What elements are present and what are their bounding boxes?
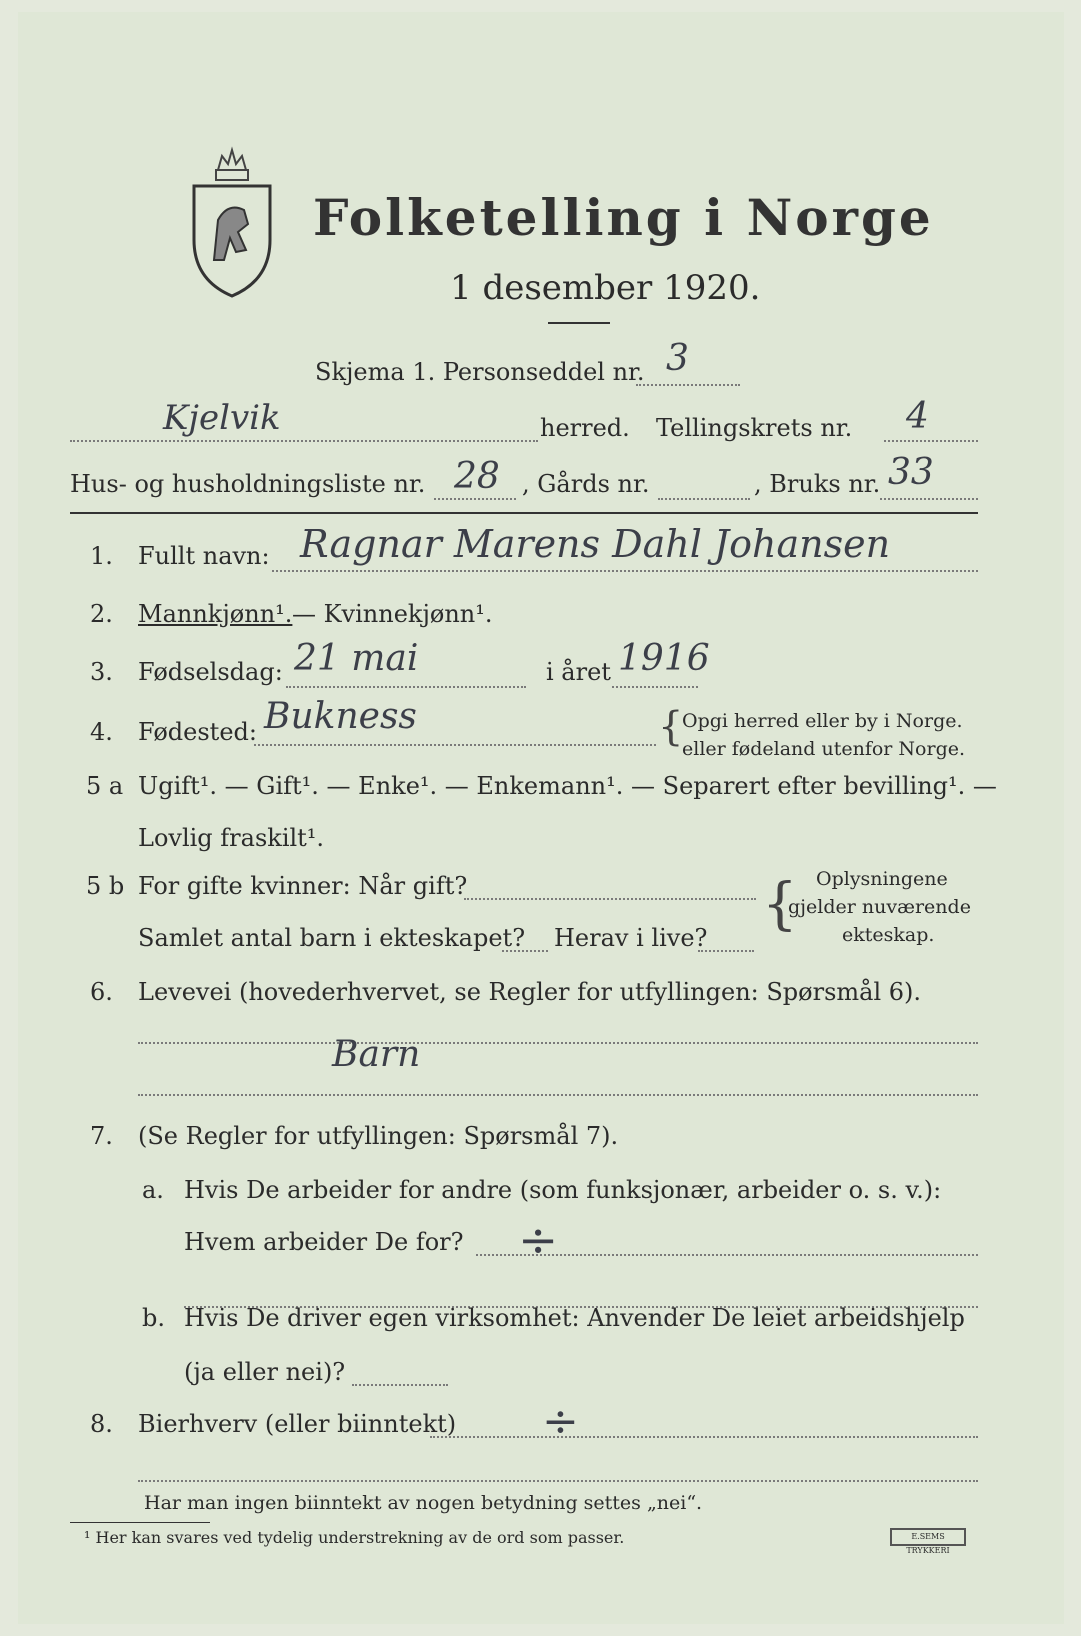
q8-label: Bierhverv (eller biinntekt) (138, 1410, 457, 1438)
hus-value: 28 (454, 456, 500, 497)
q7b-number: b. (142, 1304, 165, 1332)
census-form-page (18, 12, 1064, 1624)
q7b-line-2: (ja eller nei)? (184, 1358, 346, 1386)
q3-year-line (612, 686, 698, 688)
q3-year-label: i året (546, 658, 611, 686)
q7a-value: ÷ (518, 1212, 559, 1268)
q1-line (272, 570, 978, 572)
q3-number: 3. (90, 658, 113, 686)
hus-line (434, 498, 516, 500)
q5b-line-1: For gifte kvinner: Når gift? (138, 872, 468, 900)
q2-mann: Mannkjønn¹. (138, 600, 293, 628)
q2-kvinne: — Kvinnekjønn¹. (292, 600, 493, 628)
printer-stamp (890, 1528, 966, 1555)
q5b-note-2: gjelder nuværende (788, 896, 971, 918)
tellingskrets-label: Tellingskrets nr. (656, 414, 853, 442)
hus-label: Hus- og husholdningsliste nr. (70, 470, 426, 498)
skjema-number: 3 (666, 338, 689, 379)
skjema-label: Skjema 1. Personseddel nr. (315, 358, 645, 386)
q5a-line-2: Lovlig fraskilt¹. (138, 824, 325, 852)
q5b-note-1: Oplysningene (816, 868, 948, 890)
q5b-gift-line (464, 898, 756, 900)
q3-line (286, 686, 526, 688)
q4-brace: { (658, 704, 684, 750)
q5a-line-1: Ugift¹. — Gift¹. — Enke¹. — Enkemann¹. — Separert efter bevilling¹. — (138, 772, 997, 800)
q6-label: Levevei (hovederhvervet, se Regler for utfyllingen: Spørsmål 6). (138, 978, 922, 1006)
q7a-line-1: Hvis De arbeider for andre (som funksjonær, arbeider o. s. v.): (184, 1176, 942, 1204)
census-date: 1 desember 1920. (450, 268, 761, 308)
bruks-label: , Bruks nr. (754, 470, 881, 498)
q4-value: Bukness (264, 696, 417, 737)
q5b-note-3: ekteskap. (842, 924, 935, 946)
q2-number: 2. (90, 600, 113, 628)
q3-year: 1916 (618, 638, 710, 679)
q4-note-2: eller fødeland utenfor Norge. (682, 738, 966, 760)
q6-value: Barn (332, 1034, 421, 1075)
header-rule (70, 512, 978, 514)
q1-label: Fullt navn: (138, 542, 270, 570)
herred-value: Kjelvik (163, 398, 281, 438)
q7b-line-1: Hvis De driver egen virksomhet: Anvender De leiet arbeidshjelp (184, 1304, 965, 1332)
q3-value: 21 mai (294, 638, 419, 679)
q4-note-1: Opgi herred eller by i Norge. (682, 710, 963, 732)
herred-line (70, 440, 538, 442)
form-title: Folketelling i Norge (313, 188, 934, 247)
q4-number: 4. (90, 718, 113, 746)
q5b-live: Herav i live? (554, 924, 708, 952)
q4-line (254, 744, 656, 746)
q3-label: Fødselsdag: (138, 658, 283, 686)
tellingskrets-line (884, 440, 978, 442)
q5b-line-2: Samlet antal barn i ekteskapet? (138, 924, 526, 952)
gards-label: , Gårds nr. (522, 470, 650, 498)
footnote-rule (70, 1522, 210, 1523)
q8-line-1 (430, 1436, 978, 1438)
skjema-line (636, 384, 740, 386)
q7a-number: a. (142, 1176, 164, 1204)
q5a-number: 5 a (86, 772, 124, 800)
printer-stamp-text: E.SEMS TRYKKERI (906, 1532, 950, 1555)
gards-line (658, 498, 750, 500)
bruks-value: 33 (888, 452, 934, 493)
q8-number: 8. (90, 1410, 113, 1438)
q5b-live-line (698, 950, 754, 952)
bruks-line (880, 498, 978, 500)
title-divider (548, 322, 610, 324)
norway-coat-of-arms-icon (188, 140, 276, 300)
q5b-barn-line (502, 950, 548, 952)
q8-line-2 (138, 1480, 978, 1482)
q7-label: (Se Regler for utfyllingen: Spørsmål 7). (138, 1122, 619, 1150)
q7-number: 7. (90, 1122, 113, 1150)
q5b-brace: { (762, 872, 798, 937)
q6-number: 6. (90, 978, 113, 1006)
tellingskrets-value: 4 (906, 396, 929, 437)
q8-value: ÷ (542, 1396, 579, 1447)
q1-number: 1. (90, 542, 113, 570)
q8-note: Har man ingen biinntekt av nogen betydning settes „nei“. (144, 1492, 703, 1514)
q6-line-1 (138, 1042, 978, 1044)
footnote: ¹ Her kan svares ved tydelig understrekning av de ord som passer. (84, 1528, 625, 1547)
q6-line-2 (138, 1094, 978, 1096)
q5b-number: 5 b (86, 872, 125, 900)
q7b-line (352, 1384, 448, 1386)
q7a-line-2: Hvem arbeider De for? (184, 1228, 464, 1256)
q4-label: Fødested: (138, 718, 257, 746)
herred-label: herred. (540, 414, 630, 442)
q1-value: Ragnar Marens Dahl Johansen (300, 522, 891, 566)
